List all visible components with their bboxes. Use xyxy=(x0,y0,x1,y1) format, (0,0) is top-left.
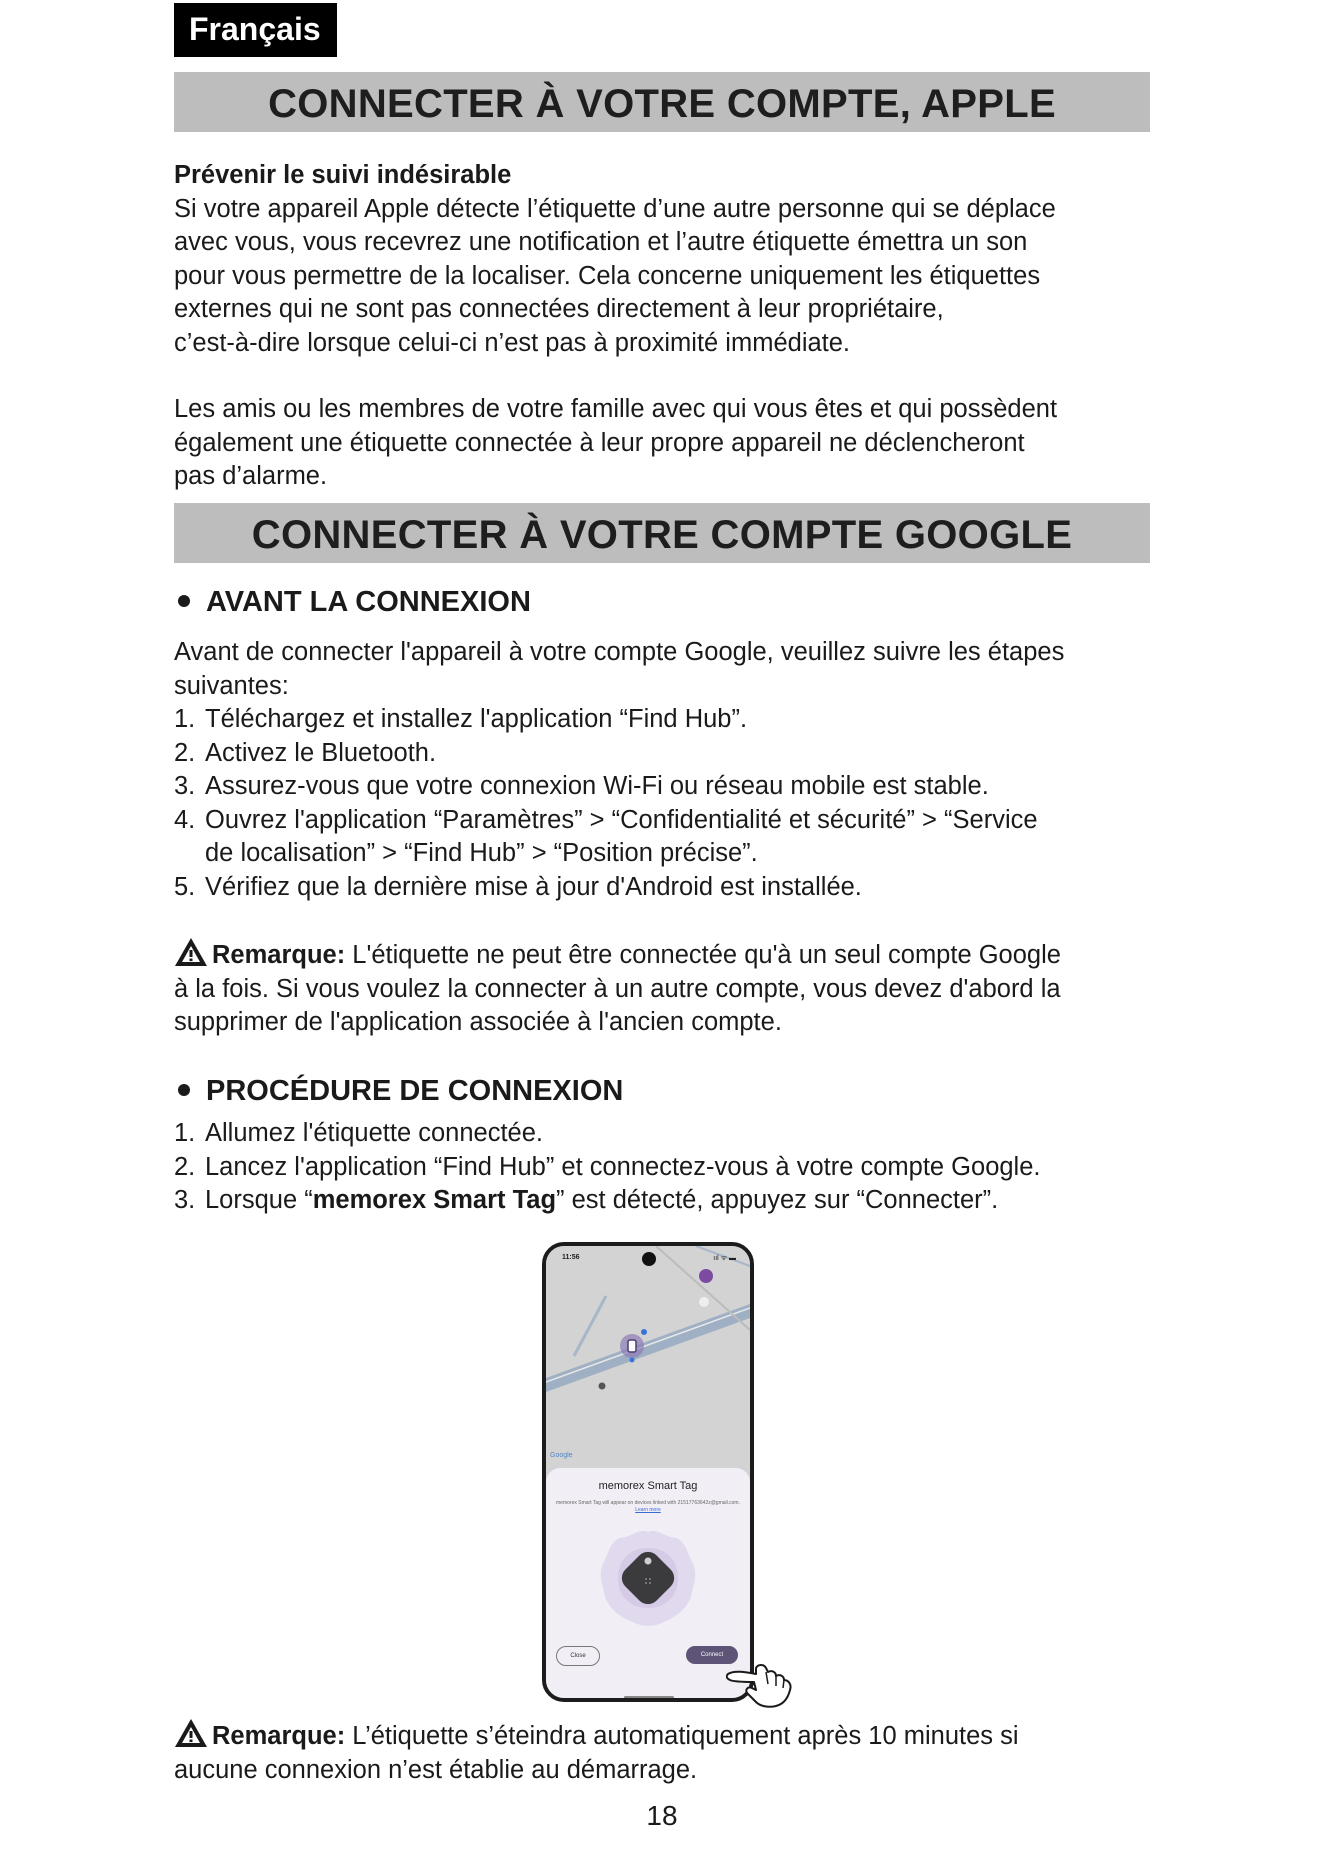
warning-triangle-icon xyxy=(174,1718,208,1748)
map-view xyxy=(546,1246,750,1486)
step-text: Vérifiez que la dernière mise à jour d'Android est installée. xyxy=(205,872,862,901)
step-text: ” est détecté, appuyez sur “Connecter”. xyxy=(556,1186,999,1214)
apple-paragraph-2 xyxy=(174,393,1150,494)
home-indicator xyxy=(624,1696,674,1699)
text-line: avec vous, vous recevrez une notification et l’autre étiquette émettra un son xyxy=(174,228,1028,256)
list-item xyxy=(174,1184,1150,1218)
step-number: 2. xyxy=(174,1152,196,1181)
step-number: 2. xyxy=(174,738,196,767)
text-line: Les amis ou les membres de votre famille avec qui vous êtes et qui possèdent xyxy=(174,395,1058,423)
note-label: Remarque: xyxy=(212,1722,346,1750)
apple-section-banner: CONNECTER À VOTRE COMPTE, APPLE xyxy=(174,72,1150,132)
step-number: 1. xyxy=(174,705,196,733)
procedure-heading xyxy=(174,1073,623,1109)
text-line: également une étiquette connectée à leur propre appareil ne déclencheront xyxy=(174,428,1025,457)
procedure-title: PROCÉDURE DE CONNEXION xyxy=(206,1075,624,1107)
note-text: L’étiquette s’éteindra automatiquement après 10 minutes si xyxy=(345,1722,1019,1750)
sheet-desc-text: memorex Smart Tag will appear on devices linked with 21517763642z@gmail.com. xyxy=(556,1500,740,1506)
intro-text xyxy=(174,636,1150,703)
list-item xyxy=(174,1117,1150,1151)
sheet-title: memorex Smart Tag xyxy=(598,1480,698,1492)
step-number: 5. xyxy=(174,872,196,901)
before-connection-heading xyxy=(174,584,531,620)
list-item xyxy=(174,703,1150,737)
step-number: 3. xyxy=(174,1186,196,1214)
list-item xyxy=(174,1151,1150,1185)
language-tag: Français xyxy=(174,3,337,57)
note-text: L'étiquette ne peut être connectée qu'à un seul compte Google xyxy=(345,941,1061,969)
pointing-hand-icon xyxy=(726,1656,796,1710)
before-steps-list xyxy=(174,703,1150,904)
note-2 xyxy=(174,1718,1150,1787)
before-connection-body xyxy=(174,636,1150,904)
list-item xyxy=(174,804,1150,871)
note-text: à la fois. Si vous voulez la connecter à un autre compte, vous devez d'abord la xyxy=(174,974,1061,1003)
list-item xyxy=(174,871,1150,905)
before-connection-title: AVANT LA CONNEXION xyxy=(206,586,531,618)
close-button[interactable]: Close xyxy=(556,1646,600,1666)
step-text: de localisation” > “Find Hub” > “Position précise”. xyxy=(205,839,758,867)
google-section-banner: CONNECTER À VOTRE COMPTE GOOGLE xyxy=(174,503,1150,563)
step-number: 3. xyxy=(174,772,196,800)
product-name: memorex Smart Tag xyxy=(312,1186,557,1214)
sheet-description xyxy=(556,1500,740,1514)
page-number: 18 xyxy=(646,1800,678,1831)
text-line: suivantes: xyxy=(174,671,289,700)
front-camera xyxy=(642,1252,656,1266)
step-text: Lancez l'application “Find Hub” et connectez-vous à votre compte Google. xyxy=(205,1152,1041,1181)
step-text: Lorsque “ xyxy=(205,1186,313,1214)
step-text: Assurez-vous que votre connexion Wi-Fi ou réseau mobile est stable. xyxy=(205,772,989,800)
step-number: 1. xyxy=(174,1119,196,1147)
step-text: Activez le Bluetooth. xyxy=(205,738,437,767)
bullet-dot xyxy=(178,1084,190,1096)
note-text: supprimer de l'application associée à l'ancien compte. xyxy=(174,1008,782,1036)
status-time: 11:56 xyxy=(562,1254,580,1261)
step-text: Allumez l'étiquette connectée. xyxy=(205,1119,543,1147)
note-label: Remarque: xyxy=(212,941,346,969)
text-line: c’est-à-dire lorsque celui-ci n’est pas à proximité immédiate. xyxy=(174,328,851,357)
text-line: externes qui ne sont pas connectées directement à leur propriétaire, xyxy=(174,295,944,323)
step-number: 4. xyxy=(174,805,196,834)
note-1 xyxy=(174,937,1150,1040)
procedure-body xyxy=(174,1117,1150,1218)
bullet-dot xyxy=(178,595,190,607)
apple-subtitle: Prévenir le suivi indésirable xyxy=(174,161,512,189)
google-watermark: Google xyxy=(550,1452,573,1459)
step-text: Ouvrez l'application “Paramètres” > “Confidentialité et sécurité” > “Service xyxy=(205,805,1038,834)
phone-mockup xyxy=(542,1242,754,1702)
status-icons: ııl ᯤ ▬ xyxy=(713,1255,736,1262)
note-text: aucune connexion n’est établie au démarrage. xyxy=(174,1755,698,1784)
warning-triangle-icon xyxy=(174,937,208,967)
apple-paragraph-1 xyxy=(174,193,1150,361)
pairing-sheet xyxy=(546,1468,750,1702)
text-line: Avant de connecter l'appareil à votre compte Google, veuillez suivre les étapes xyxy=(174,638,1065,666)
smart-tag-illustration xyxy=(596,1526,700,1630)
step-text: Téléchargez et installez l'application “Find Hub”. xyxy=(205,705,748,733)
procedure-steps-list xyxy=(174,1117,1150,1218)
learn-more-link[interactable]: Learn more xyxy=(635,1507,661,1513)
connect-button[interactable]: Connect xyxy=(686,1646,738,1664)
text-line: pour vous permettre de la localiser. Cela concerne uniquement les étiquettes xyxy=(174,261,1041,290)
text-line: pas d’alarme. xyxy=(174,462,328,490)
apple-section-body xyxy=(174,159,1150,360)
list-item xyxy=(174,737,1150,771)
text-line: Si votre appareil Apple détecte l’étiquette d’une autre personne qui se déplace xyxy=(174,194,1056,223)
list-item xyxy=(174,770,1150,804)
